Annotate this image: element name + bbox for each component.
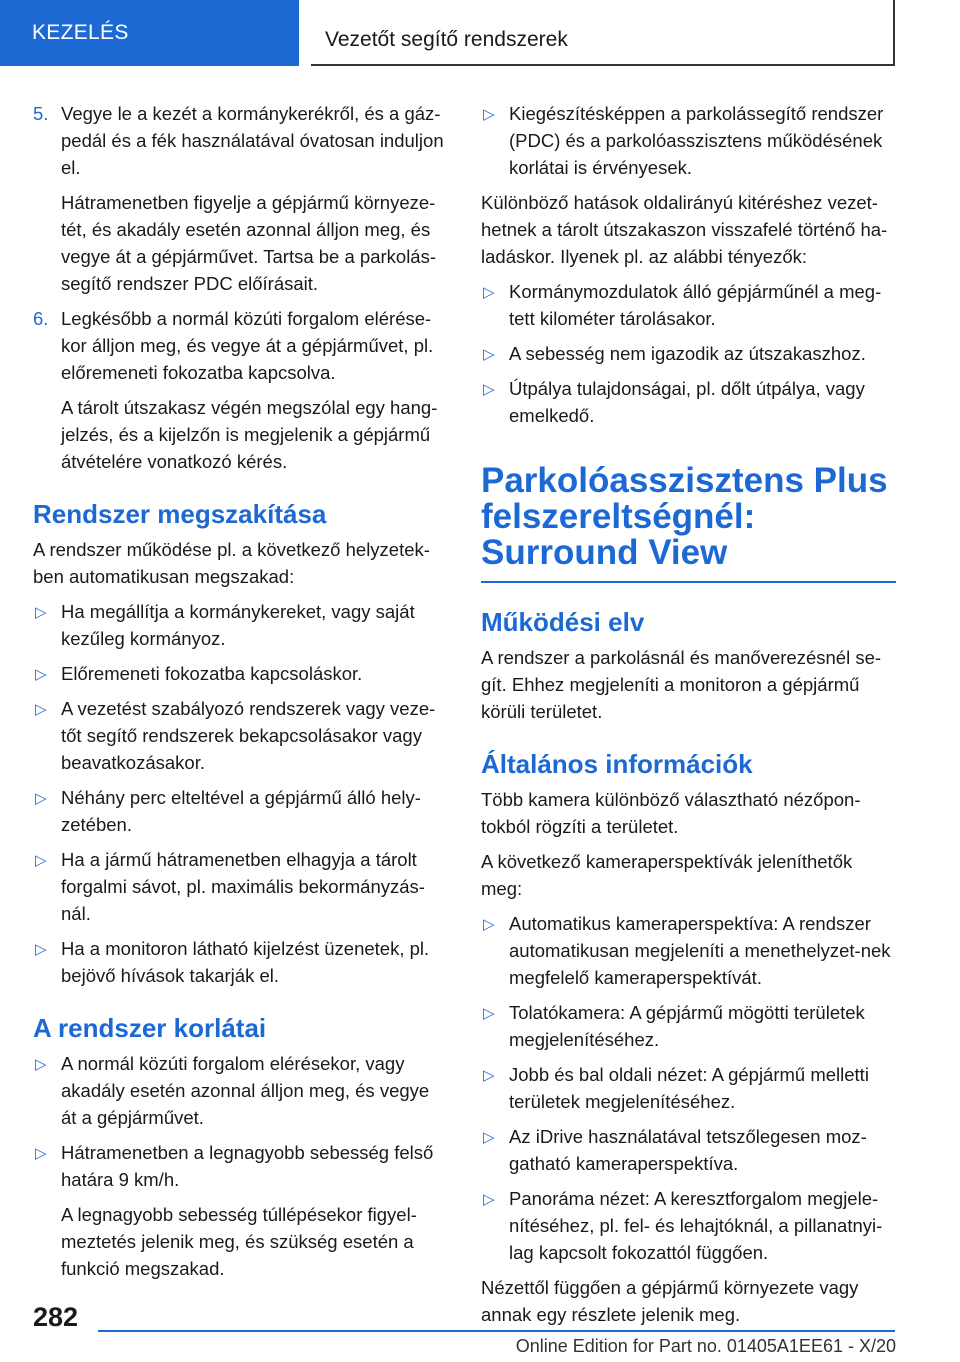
triangle-bullet-icon: ▷ [35, 666, 47, 683]
triangle-bullet-icon: ▷ [35, 701, 47, 718]
limits-list [33, 1050, 448, 1193]
list-item: ▷ Tolatókamera: A gépjármű mögötti területek megjelenítéséhez. [483, 1002, 865, 1050]
general-closing: Nézettől függően a gépjármű környezete vagy annak egy részlete jelenik meg. [481, 1277, 859, 1325]
triangle-bullet-icon: ▷ [35, 1145, 47, 1162]
step-6-note: A tárolt útszakasz végén megszólal egy hang-jelzés, és a kijelzőn is megjelenik a gépjármű átvételére vonatkozó kérés. [61, 397, 438, 472]
triangle-bullet-icon: ▷ [483, 346, 495, 363]
step-5-note: Hátramenetben figyelje a gépjármű környeze-tét, és akadály esetén azonnal álljon meg, és vegye át a gépjárművet. Tartsa be a parkolás-segítő rendszer PDC előírásait. [61, 192, 437, 294]
left-column [33, 100, 448, 1290]
list-item: ▷ Ha a monitoron látható kijelzést üzenetek, pl. bejövő hívások takarják el. [35, 938, 430, 986]
main-heading-surround-view: Parkolóasszisztens Plus felszereltségnél: Surround View [481, 463, 896, 583]
lateral-drift-paragraph: Különböző hatások oldalirányú kitéréshez vezet-hetnek a tárolt útszakaszon visszafelé történő ha-ladáskor. Ilyenek pl. az alábbi tényezők: [481, 192, 888, 267]
heading-limits: A rendszer korlátai [33, 1013, 267, 1043]
list-item: ▷ Kormánymozdulatok álló gépjárműnél a meg-tett kilométer tárolásakor. [483, 281, 882, 329]
heading-interrupt: Rendszer megszakítása [33, 499, 327, 529]
step-text: Vegye le a kezét a kormánykerékről, és a gáz-pedál és a fék használatával óvatosan induljon el. [61, 103, 444, 178]
heading-general: Általános információk [481, 749, 753, 779]
edition-note: Online Edition for Part no. 01405A1EE61 - X/20 [515, 1336, 896, 1356]
chapter-title: Vezetőt segítő rendszerek [311, 0, 895, 66]
list-item: ▷ Automatikus kameraperspektíva: A rendszer automatikusan megjeleníti a menethelyzet-nek megfelelő kameraperspektívát. [483, 913, 891, 988]
general-p1: Több kamera különböző választható nézőpon-tokból rögzíti a területet. [481, 789, 861, 837]
list-item: ▷ A sebesség nem igazodik az útszakaszhoz. [481, 340, 896, 367]
interrupt-list [33, 598, 448, 989]
triangle-bullet-icon: ▷ [35, 790, 47, 807]
limits-note: A legnagyobb sebesség túllépésekor figyel-meztetés jelenik meg, és szükség esetén a funkció megszakad. [61, 1204, 417, 1279]
triangle-bullet-icon: ▷ [35, 941, 47, 958]
factors-list [481, 278, 896, 429]
list-item: ▷ A vezetést szabályozó rendszerek vagy veze-tőt segítő rendszerek bekapcsolásakor vagy beavatkozásakor. [35, 698, 436, 773]
step-6 [33, 305, 448, 386]
footer-divider [98, 1330, 895, 1332]
step-number: 6. [33, 308, 49, 329]
triangle-bullet-icon: ▷ [35, 604, 47, 621]
list-item: ▷ Néhány perc elteltével a gépjármű álló hely-zetében. [35, 787, 421, 835]
heading-principle: Működési elv [481, 607, 645, 637]
list-item: ▷ Útpálya tulajdonságai, pl. dőlt útpálya, vagy emelkedő. [483, 378, 865, 426]
principle-text: A rendszer a parkolásnál és manőverezésnél se-gít. Ehhez megjeleníti a monitoron a gépjármű körüli területet. [481, 647, 882, 722]
triangle-bullet-icon: ▷ [483, 916, 495, 933]
triangle-bullet-icon: ▷ [35, 1056, 47, 1073]
triangle-bullet-icon: ▷ [35, 852, 47, 869]
general-p2: A következő kameraperspektívák jeleníthetők meg: [481, 851, 853, 899]
list-item: ▷ Az iDrive használatával tetszőlegesen moz-gatható kameraperspektíva. [483, 1126, 867, 1174]
list-item: ▷ Jobb és bal oldali nézet: A gépjármű melletti területek megjelenítéséhez. [483, 1064, 869, 1112]
page-number: 282 [33, 1302, 79, 1332]
list-item: ▷ Kiegészítésképpen a parkolássegítő rendszer (PDC) és a parkolóasszisztens működésének korlátai is érvényesek. [483, 103, 884, 178]
list-item: ▷ Panoráma nézet: A keresztforgalom megjele-nítéséhez, pl. fel- és lehajtóknál, a pillanatnyi-lag kapcsolt fokozattól függően. [483, 1188, 883, 1263]
list-item: ▷ A normál közúti forgalom elérésekor, vagy akadály esetén azonnal álljon meg, és vegye át a gépjárművet. [35, 1053, 430, 1128]
page-header [0, 0, 960, 66]
triangle-bullet-icon: ▷ [483, 106, 495, 123]
triangle-bullet-icon: ▷ [483, 381, 495, 398]
list-item: ▷ Ha megállítja a kormánykereket, vagy saját kezűleg kormányoz. [35, 601, 415, 649]
step-5 [33, 100, 448, 181]
triangle-bullet-icon: ▷ [483, 1005, 495, 1022]
list-item: ▷ Ha a jármű hátramenetben elhagyja a tárolt forgalmi sávot, pl. maximális bekormányzás-nál. [35, 849, 425, 924]
triangle-bullet-icon: ▷ [483, 1191, 495, 1208]
section-tab[interactable]: KEZELÉS [0, 0, 299, 66]
interrupt-intro: A rendszer működése pl. a következő helyzetek-ben automatikusan megszakad: [33, 539, 430, 587]
triangle-bullet-icon: ▷ [483, 1067, 495, 1084]
right-column [481, 100, 896, 1336]
step-number: 5. [33, 103, 49, 124]
list-item: ▷ Előremeneti fokozatba kapcsoláskor. [33, 660, 448, 687]
step-text: Legkésőbb a normál közúti forgalom elérése-kor álljon meg, és vegye át a gépjárművet, pl. előremeneti fokozatba kapcsolva. [61, 308, 434, 383]
triangle-bullet-icon: ▷ [483, 1129, 495, 1146]
camera-views-list [481, 910, 896, 1266]
list-item: ▷ Hátramenetben a legnagyobb sebesség felső határa 9 km/h. [35, 1142, 434, 1190]
triangle-bullet-icon: ▷ [483, 284, 495, 301]
